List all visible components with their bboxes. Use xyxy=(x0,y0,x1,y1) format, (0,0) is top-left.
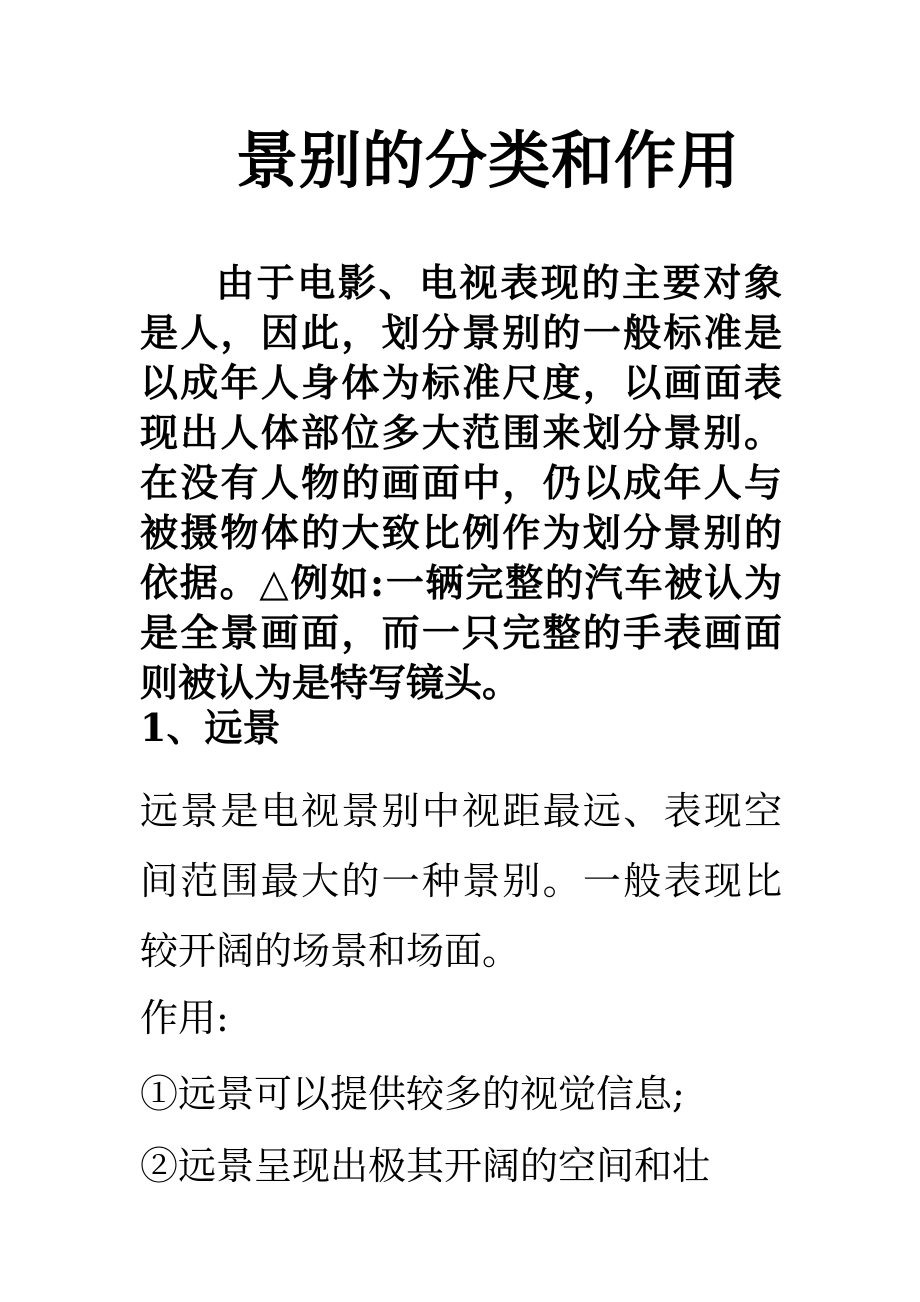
usage-item: ①远景可以提供较多的视觉信息; xyxy=(140,1072,685,1116)
section-heading: 1、远景 xyxy=(140,705,281,750)
usage-list xyxy=(140,1058,790,1202)
page-title: 景别的分类和作用 xyxy=(236,124,741,197)
section-body-paragraph: 远景是电视景别中视距最远、表现空间范围最大的一种景别。一般表现比较开阔的场景和场面。 xyxy=(140,789,782,973)
usage-item: ②远景呈现出极其开阔的空间和壮 xyxy=(140,1144,711,1188)
usage-label: 作用: xyxy=(140,996,229,1040)
intro-paragraph: 由于电影、电视表现的主要对象是人，因此，划分景别的一般标准是以成年人身体为标准尺度，以画面表现出人体部位多大范围来划分景别。在没有人物的画面中，仍以成年人与被摄物体的大致比例作为划分景别的依据。△例如:一辆完整的汽车被认为是全景画面，而一只完整的手表画面则被认为是特写镜头。 xyxy=(140,260,782,705)
